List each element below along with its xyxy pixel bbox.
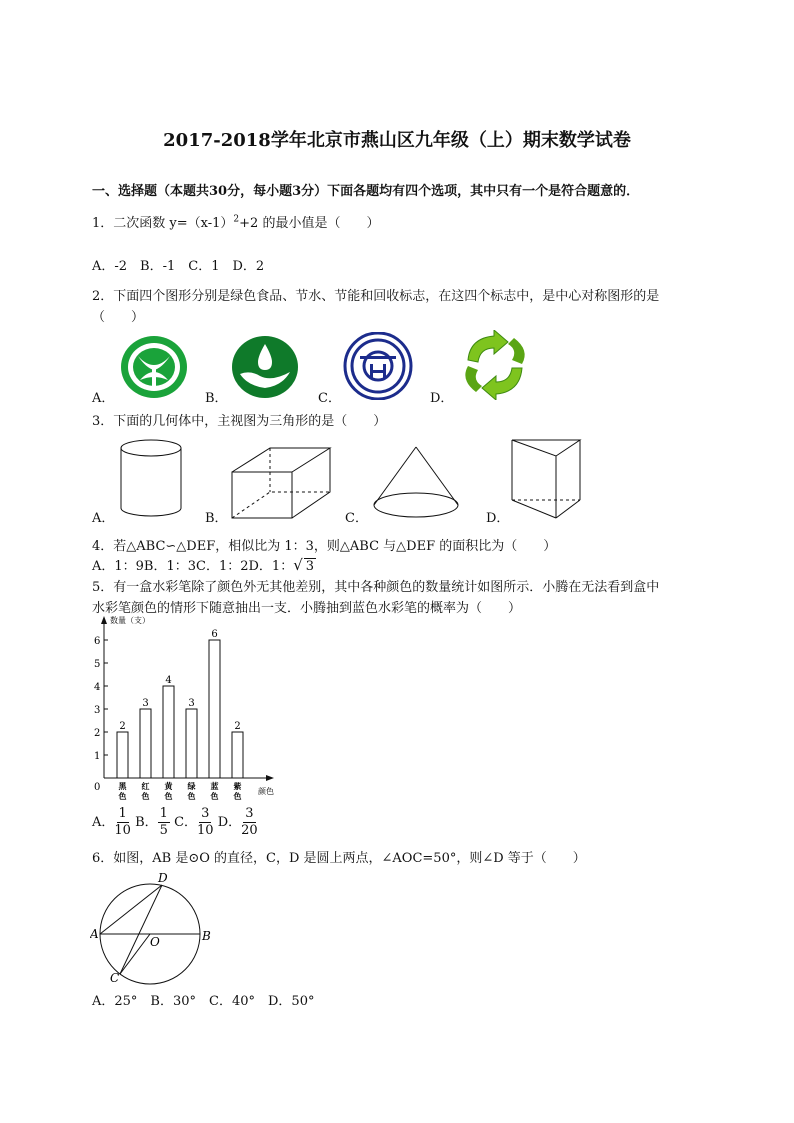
point-c-label: C — [110, 971, 120, 985]
bar — [232, 732, 243, 778]
bar-value-label: 3 — [188, 698, 195, 709]
question-4-options — [92, 555, 316, 574]
chord-cd — [120, 885, 162, 974]
q5-option-b-label: B． — [135, 815, 158, 830]
q2-option-d-label: D． — [430, 391, 454, 406]
bar-value-label: 3 — [142, 698, 149, 709]
q5-option-c-label: C． — [174, 815, 198, 830]
q1-exponent: 2 — [233, 214, 240, 225]
question-6-stem: 6．如图，AB 是⊙O 的直径，C，D 是圆上两点，∠AOC=50°，则∠D 等于（ ） — [92, 851, 586, 866]
q4-options-text: A．1：9B．1：3C．1：2D．1： — [92, 559, 294, 574]
point-o-label: O — [150, 935, 160, 949]
category-label: 色 — [210, 791, 219, 801]
q5-option-a-label: A． — [92, 815, 115, 830]
y-tick-label: 3 — [94, 705, 101, 716]
q5-d-numerator: 3 — [245, 806, 254, 821]
q4-sqrt-value: 3 — [305, 559, 315, 574]
q2-option-b-label: B． — [205, 391, 228, 406]
y-axis-label: 数量（支） — [110, 616, 150, 625]
x-axis-arrow-icon — [266, 775, 274, 781]
question-4-stem: 4．若△ABC∽△DEF，相似比为 1：3，则△ABC 与△DEF 的面积比为（ ） — [92, 539, 557, 554]
sqrt-icon: √ — [293, 556, 303, 574]
question-3-stem: 3．下面的几何体中，主视图为三角形的是（ ） — [92, 414, 387, 429]
question-5-stem-line1: 5．有一盒水彩笔除了颜色外无其他差别，其中各种颜色的数量统计如图所示．小腾在无法看到盒中 — [92, 580, 660, 595]
y-tick-label: 2 — [94, 728, 101, 739]
q3-option-c-label: C． — [345, 511, 368, 526]
category-label: 色 — [118, 791, 127, 801]
bar — [209, 640, 220, 778]
question-5-stem-line2: 水彩笔颜色的情形下随意抽出一支．小腾抽到蓝色水彩笔的概率为（ ） — [92, 601, 522, 616]
q5-a-denominator: 10 — [114, 823, 131, 838]
category-label: 色 — [141, 791, 150, 801]
q5-option-c-fraction — [197, 806, 214, 839]
q5-option-d-fraction — [241, 806, 258, 839]
triangular-prism-icon — [510, 436, 586, 522]
bar — [186, 709, 197, 778]
category-label: 绿 — [187, 781, 196, 791]
question-2-stem-line2: （ ） — [92, 310, 145, 325]
q5-a-numerator: 1 — [118, 806, 127, 821]
recycling-logo-icon — [456, 330, 534, 400]
x-axis-label: 颜色 — [258, 787, 274, 796]
q5-option-b-fraction — [158, 806, 170, 839]
category-label: 蓝 — [210, 781, 219, 791]
bar — [140, 709, 151, 778]
page-title: 2017-2018学年北京市燕山区九年级（上）期末数学试卷 — [163, 130, 631, 151]
circle-diagram — [90, 866, 220, 986]
point-b-label: B — [202, 929, 211, 943]
q5-option-a-fraction — [114, 806, 131, 839]
q5-b-denominator: 5 — [159, 823, 168, 838]
y-axis-arrow-icon — [101, 616, 107, 624]
energy-saving-logo-icon — [342, 332, 414, 400]
bar-value-label: 2 — [119, 721, 126, 732]
cone-icon — [368, 445, 464, 523]
q2-option-c-label: C． — [318, 391, 341, 406]
question-2-stem-line1: 2．下面四个图形分别是绿色食品、节水、节能和回收标志，在这四个标志中，是中心对称图形的是 — [92, 289, 660, 304]
q5-b-numerator: 1 — [159, 806, 168, 821]
question-6-options: A．25° B．30° C．40° D．50° — [92, 994, 315, 1009]
category-label: 色 — [187, 791, 196, 801]
q5-c-numerator: 3 — [201, 806, 210, 821]
origin-label: 0 — [94, 782, 101, 793]
category-label: 红 — [141, 781, 150, 791]
category-label: 黄 — [164, 781, 173, 791]
bar-value-label: 2 — [234, 721, 241, 732]
question-1-options: A．-2 B．-1 C．1 D．2 — [92, 259, 265, 274]
category-label: 黑 — [118, 781, 127, 791]
q2-option-a-label: A． — [92, 391, 115, 406]
section-heading: 一、选择题（本题共30分，每小题3分）下面各题均有四个选项，其中只有一个是符合题意的． — [92, 184, 640, 199]
question-5-options — [92, 806, 258, 839]
category-label: 紫 — [233, 781, 242, 791]
color-count-bar-chart — [90, 614, 290, 810]
category-label: 色 — [164, 791, 173, 801]
y-tick-label: 1 — [94, 751, 101, 762]
q3-option-d-label: D． — [486, 511, 510, 526]
q5-c-denominator: 10 — [197, 823, 214, 838]
bar — [117, 732, 128, 778]
bar — [163, 686, 174, 778]
point-a-label: A — [90, 927, 99, 941]
bar-value-label: 6 — [211, 629, 218, 640]
category-label: 色 — [233, 791, 242, 801]
cylinder-icon — [118, 438, 184, 520]
question-1-stem — [92, 212, 379, 231]
y-tick-label: 6 — [94, 636, 101, 647]
y-tick-label: 4 — [94, 682, 101, 693]
q1-stem-a: 1．二次函数 y=（x-1） — [92, 216, 234, 231]
point-d-label: D — [158, 871, 168, 885]
chord-ad — [100, 885, 162, 934]
radius-oc — [120, 934, 150, 974]
q1-stem-b: +2 的最小值是（ ） — [239, 216, 380, 231]
water-saving-logo-icon — [230, 334, 300, 400]
cuboid-icon — [230, 446, 334, 522]
q3-option-b-label: B． — [205, 511, 228, 526]
green-food-logo-icon — [118, 334, 190, 400]
q5-option-d-label: D． — [217, 815, 242, 830]
q5-d-denominator: 20 — [241, 823, 258, 838]
bar-value-label: 4 — [165, 675, 172, 686]
q3-option-a-label: A． — [92, 511, 115, 526]
y-tick-label: 5 — [94, 659, 101, 670]
